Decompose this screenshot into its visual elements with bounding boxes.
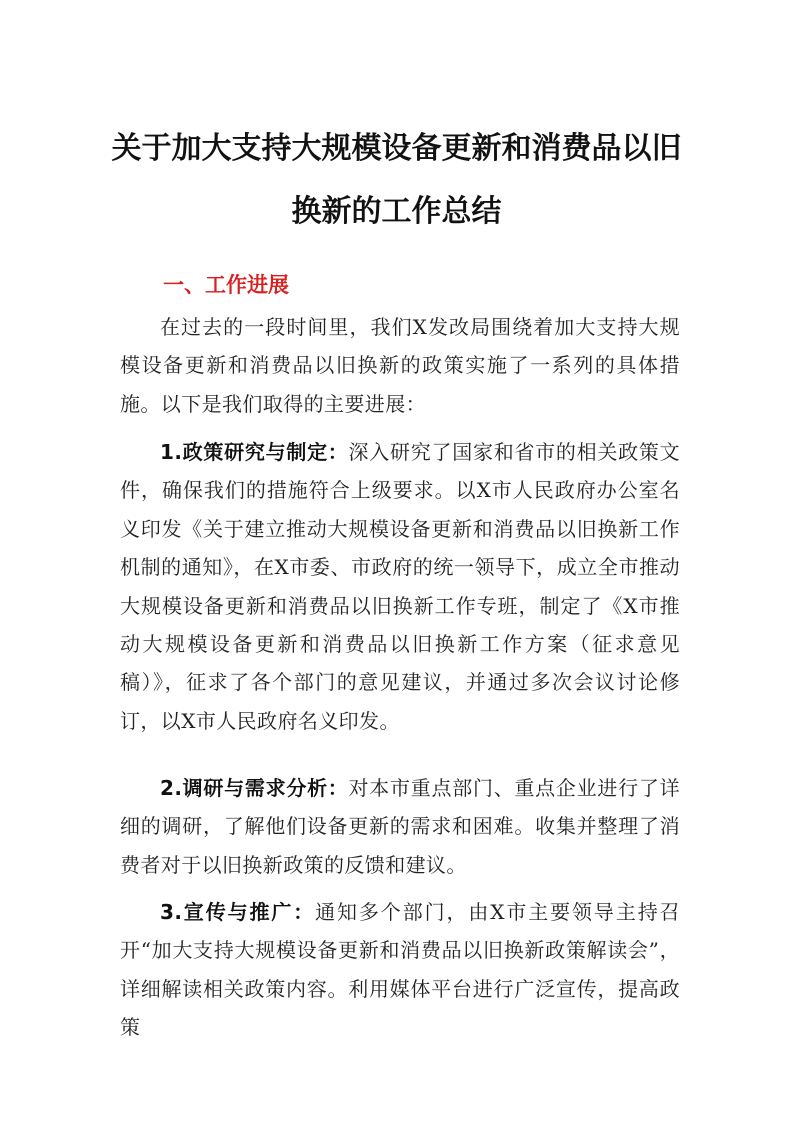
item-text: 深入研究了国家和省市的相关政策文件，确保我们的措施符合上级要求。以X市人民政府办公室名义印发《关于建立推动大规模设备更新和消费品以旧换新工作机制的通知》，在X市委、市政府的统一领导下，成立全市推动大规模设备更新和消费品以旧换新工作专班，制定了《X市推动大规模设备更新和消费品以旧换新工作方案（征求意见稿）》，征求了各个部门的意见建议，并通过多次会议讨论修订，以X市人民政府名义印发。 [120, 440, 680, 733]
progress-item-policy-research [120, 433, 680, 740]
item-lead-label: 2.调研与需求分析： [160, 776, 349, 800]
section-heading-work-progress: 一、工作进展 [163, 273, 289, 297]
item-lead-label: 3.宣传与推广： [160, 900, 316, 924]
progress-item-survey-analysis [120, 769, 680, 884]
progress-item-publicity [120, 893, 680, 1047]
intro-paragraph: 在过去的一段时间里，我们X发改局围绕着加大支持大规模设备更新和消费品以旧换新的政策实施了一系列的具体措施。以下是我们取得的主要进展： [120, 315, 680, 416]
document-title-line-2: 换新的工作总结 [291, 194, 502, 229]
document-title-line-1: 关于加大支持大规模设备更新和消费品以旧 [111, 131, 682, 166]
item-text: 通知多个部门，由X市主要领导主持召开“加大支持大规模设备更新和消费品以旧换新政策解读会”，详细解读相关政策内容。利用媒体平台进行广泛宣传，提高政策 [120, 900, 680, 1040]
item-lead-label: 1.政策研究与制定： [160, 440, 349, 464]
item-text: 对本市重点部门、重点企业进行了详细的调研，了解他们设备更新的需求和困难。收集并整理了消费者对于以旧换新政策的反馈和建议。 [120, 776, 680, 877]
